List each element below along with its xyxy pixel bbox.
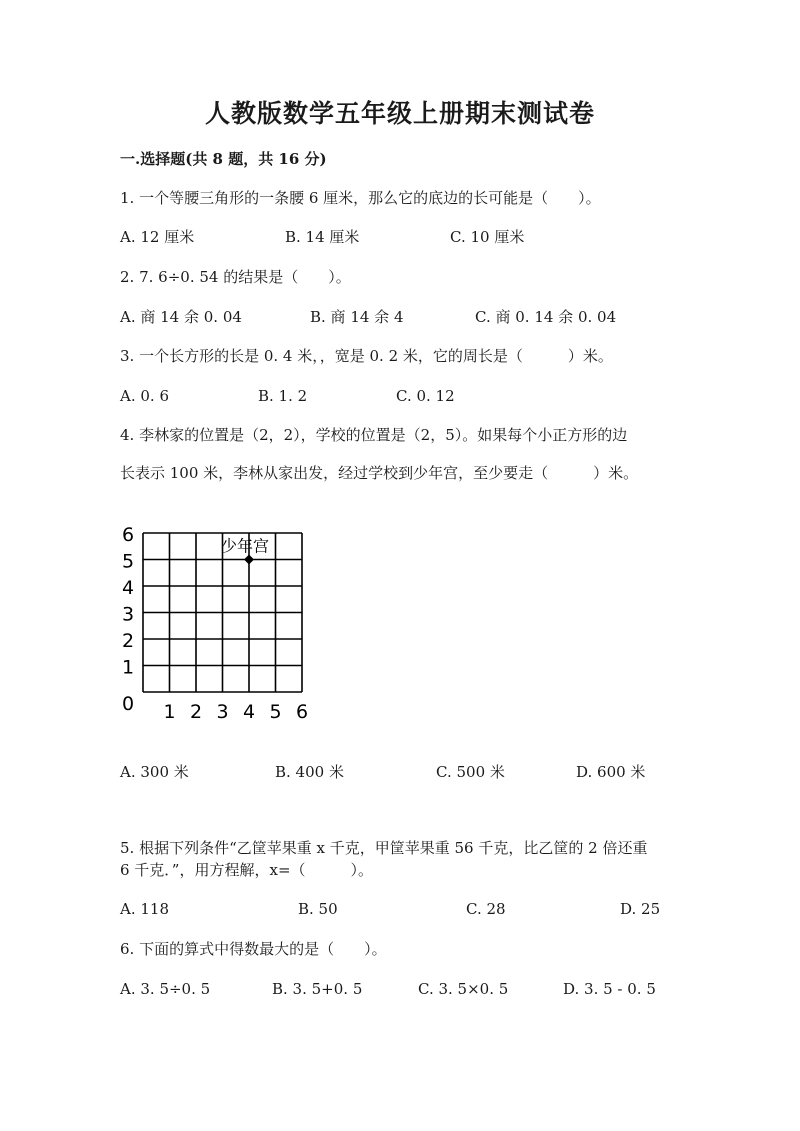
y-axis-tick-label: 4 [122, 577, 135, 599]
question-6-option-a: A. 3. 5÷0. 5 [120, 980, 211, 998]
y-axis-tick-label: 0 [122, 693, 135, 715]
question-4-option-c: C. 500 米 [436, 763, 505, 781]
question-4-stem-line-2: 长表示 100 米，李林从家出发，经过学校到少年宫，至少要走（ ）米。 [120, 464, 639, 482]
question-3-option-b: B. 1. 2 [258, 387, 308, 405]
question-5-option-d: D. 25 [620, 900, 661, 918]
x-axis-tick-label: 6 [296, 701, 309, 723]
coordinate-grid-svg [118, 518, 318, 723]
question-5-option-c: C. 28 [466, 900, 506, 918]
x-axis-tick-label: 2 [190, 701, 203, 723]
question-5-stem-line-1: 5. 根据下列条件“乙筐苹果重 x 千克，甲筐苹果重 56 千克，比乙筐的 2 倍还重 [120, 839, 648, 857]
question-6-option-d: D. 3. 5 - 0. 5 [563, 980, 656, 998]
question-6-option-b: B. 3. 5+0. 5 [272, 980, 363, 998]
x-axis-tick-label: 3 [216, 701, 229, 723]
question-5-option-a: A. 118 [120, 900, 169, 918]
question-5-stem-line-2: 6 千克．”，用方程解，x=（ ）。 [120, 861, 374, 879]
question-1-option-c: C. 10 厘米 [450, 228, 525, 246]
question-3-option-a: A. 0. 6 [120, 387, 169, 405]
question-6-stem: 6. 下面的算式中得数最大的是（ ）。 [120, 940, 387, 958]
section-heading: 一.选择题(共 8 题，共 16 分) [120, 150, 327, 168]
question-1-option-a: A. 12 厘米 [120, 228, 195, 246]
y-axis-tick-label: 5 [122, 550, 135, 573]
question-3-stem: 3. 一个长方形的长是 0. 4 米，，宽是 0. 2 米，它的周长是（ ）米。 [120, 347, 613, 365]
question-4-option-d: D. 600 米 [576, 763, 646, 781]
question-4-option-a: A. 300 米 [120, 763, 189, 781]
question-3-option-c: C. 0. 12 [396, 387, 455, 405]
x-axis-tick-label: 5 [269, 701, 282, 723]
question-2-option-b: B. 商 14 余 4 [310, 308, 404, 326]
coordinate-grid-figure [118, 518, 318, 723]
target-point-marker [244, 555, 254, 565]
question-2-stem: 2. 7. 6÷0. 54 的结果是（ ）。 [120, 268, 351, 286]
y-axis-tick-label: 6 [122, 524, 135, 546]
question-1-option-b: B. 14 厘米 [285, 228, 360, 246]
y-axis-tick-label: 3 [122, 603, 135, 626]
question-1-stem: 1. 一个等腰三角形的一条腰 6 厘米，那么它的底边的长可能是（ ）。 [120, 189, 601, 207]
page-title: 人教版数学五年级上册期末测试卷 [204, 99, 595, 128]
x-axis-tick-label: 4 [243, 701, 256, 723]
question-6-option-c: C. 3. 5×0. 5 [418, 980, 509, 998]
x-axis-tick-label: 1 [163, 701, 176, 723]
question-5-option-b: B. 50 [298, 900, 338, 918]
question-4-option-b: B. 400 米 [275, 763, 344, 781]
point-label: 少年宫 [221, 536, 270, 556]
y-axis-tick-label: 2 [122, 630, 135, 652]
question-2-option-a: A. 商 14 余 0. 04 [120, 308, 242, 326]
question-2-option-c: C. 商 0. 14 余 0. 04 [475, 308, 617, 326]
question-4-stem-line-1: 4. 李林家的位置是（2，2），学校的位置是（2，5）。如果每个小正方形的边 [120, 426, 628, 444]
y-axis-tick-label: 1 [122, 656, 135, 679]
